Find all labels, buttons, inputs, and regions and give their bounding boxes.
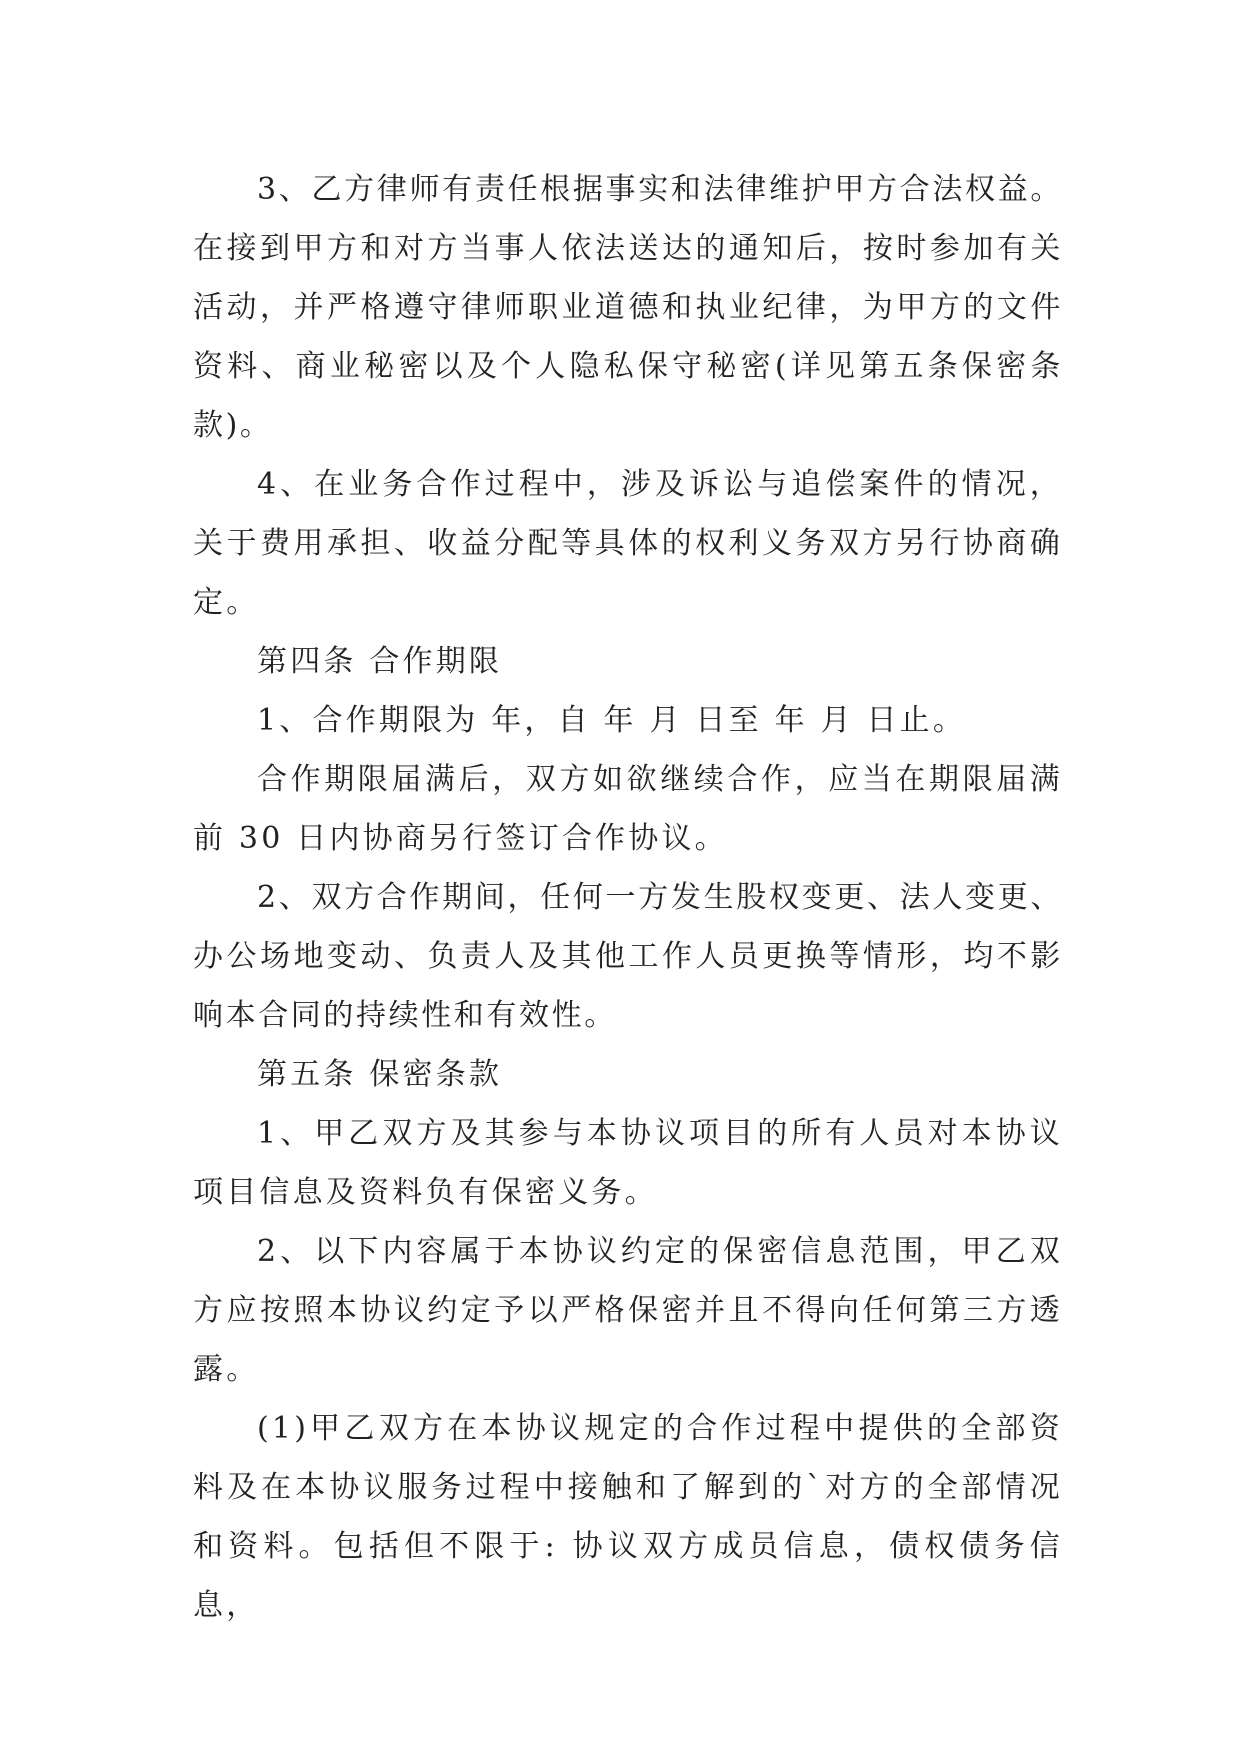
paragraph-clause-4-2: 2、双方合作期间，任何一方发生股权变更、法人变更、办公场地变动、负责人及其他工作人员更换等情形，均不影响本合同的持续性和有效性。 <box>193 880 1063 1033</box>
paragraph-clause-5-2-1: (1)甲乙双方在本协议规定的合作过程中提供的全部资料及在本协议服务过程中接触和了解到的`对方的全部情况和资料。包括但不限于: 协议双方成员信息，债权债务信息， <box>193 1411 1063 1623</box>
paragraph-clause-5-2: 2、以下内容属于本协议约定的保密信息范围，甲乙双方应按照本协议约定予以严格保密并且不得向任何第三方透露。 <box>193 1234 1063 1387</box>
document-body <box>193 160 1063 1635</box>
paragraph-clause-4-1-renewal: 合作期限届满后，双方如欲继续合作，应当在期限届满前 30 日内协商另行签订合作协议。 <box>193 762 1063 856</box>
paragraph-clause-5-1: 1、甲乙双方及其参与本协议项目的所有人员对本协议项目信息及资料负有保密义务。 <box>193 1116 1063 1210</box>
heading-article-5: 第五条 保密条款 <box>257 1057 503 1092</box>
heading-article-4: 第四条 合作期限 <box>257 644 503 679</box>
paragraph-clause-3-3: 3、乙方律师有责任根据事实和法律维护甲方合法权益。在接到甲方和对方当事人依法送达的通知后，按时参加有关活动，并严格遵守律师职业道德和执业纪律，为甲方的文件资料、商业秘密以及个人隐私保守秘密(详见第五条保密条款)。 <box>193 172 1063 443</box>
paragraph-clause-4-1: 1、合作期限为 年，自 年 月 日至 年 月 日止。 <box>257 703 967 738</box>
paragraph-clause-3-4: 4、在业务合作过程中，涉及诉讼与追偿案件的情况，关于费用承担、收益分配等具体的权利义务双方另行协商确定。 <box>193 467 1063 620</box>
